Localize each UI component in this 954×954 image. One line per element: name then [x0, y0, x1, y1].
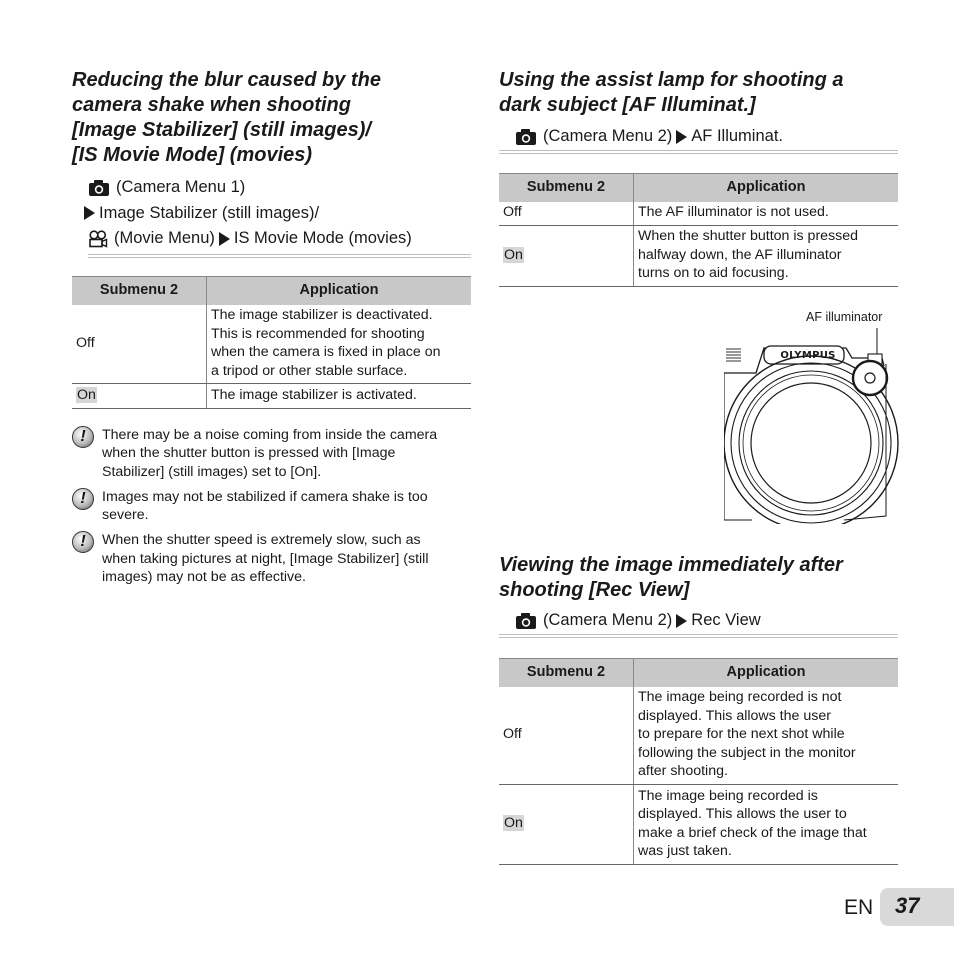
left-column — [72, 68, 471, 593]
section-heading-af-illuminat: Using the assist lamp for shooting a dark subject [AF Illuminat.] — [499, 69, 844, 116]
page-number: 37 — [895, 893, 920, 918]
right-column-bottom — [499, 553, 898, 865]
caution-icon — [72, 426, 94, 448]
stabilizer-table: Submenu 2 Application Off The image stabilizer is deactivated. This is recommended for shooting when the camera is fixed in place on a tripod or other stable surface. On The image stabilizer is activated. — [72, 276, 471, 409]
camera-front-illustration — [724, 306, 899, 524]
table-row: On The image being recorded is displayed. This allows the user to make a brief check of the image that was just taken. — [499, 784, 898, 864]
note-item: ! When the shutter speed is extremely slow, such as when taking pictures at night, [Image Stabilizer] (still images) may not be as effective. — [72, 531, 471, 587]
movie-camera-icon — [88, 230, 108, 248]
divider — [499, 150, 898, 154]
table-row: Off The image being recorded is not displayed. This allows the user to prepare for the next shot while following the subject in the monitor after shooting. — [499, 687, 898, 785]
divider — [499, 634, 898, 638]
right-column-top — [499, 68, 898, 287]
menu-path: (Camera Menu 2) Rec View — [515, 608, 898, 634]
language-label: EN — [844, 896, 874, 919]
table-row: Off The AF illuminator is not used. — [499, 202, 898, 226]
camera-icon — [515, 128, 537, 146]
table-row: Off The image stabilizer is deactivated. This is recommended for shooting when the camera is fixed in place on a tripod or other stable surface. — [72, 305, 471, 384]
camera-icon — [88, 179, 110, 197]
caution-icon — [72, 531, 94, 553]
note-item: ! Images may not be stabilized if camera shake is too severe. — [72, 488, 471, 525]
section-heading-rec-view: Viewing the image immediately after shooting [Rec View] — [499, 554, 843, 601]
arrow-right-icon — [676, 130, 687, 144]
af-illuminat-table: Submenu 2 Application Off The AF illuminator is not used. On When the shutter button is pressed halfway down, the AF illuminator turns on to aid focusing. — [499, 173, 898, 287]
arrow-right-icon — [676, 614, 687, 628]
table-row: On When the shutter button is pressed halfway down, the AF illuminator turns on to aid focusing. — [499, 225, 898, 286]
menu-path: (Camera Menu 2) AF Illuminat. — [515, 124, 898, 150]
table-row: On The image stabilizer is activated. — [72, 383, 471, 408]
rec-view-table: Submenu 2 Application Off The image being recorded is not displayed. This allows the user to prepare for the next shot while following the subject in the monitor after shooting. On The image being recorded is displayed. This allows the user to make a brief check of the image that was just taken. — [499, 658, 898, 865]
arrow-right-icon — [84, 206, 95, 220]
note-item: ! There may be a noise coming from inside the camera when the shutter button is pressed with [Image Stabilizer] (still images) set to [On]. — [72, 426, 471, 482]
camera-icon — [515, 612, 537, 630]
arrow-right-icon — [219, 232, 230, 246]
af-illuminator-callout: AF illuminator — [806, 310, 883, 324]
brand-logo: OLYMPUS — [780, 350, 836, 361]
caution-icon — [72, 488, 94, 510]
menu-path: (Camera Menu 1) Image Stabilizer (still images)/ (Movie Menu) IS Movie Mode (movies) — [88, 175, 471, 252]
camera-figure — [724, 306, 899, 524]
section-heading-image-stabilizer: Reducing the blur caused by the camera shake when shooting [Image Stabilizer] (still images)/ [IS Movie Mode] (movies) — [72, 69, 381, 166]
notes-list — [72, 426, 471, 588]
divider — [88, 254, 471, 258]
